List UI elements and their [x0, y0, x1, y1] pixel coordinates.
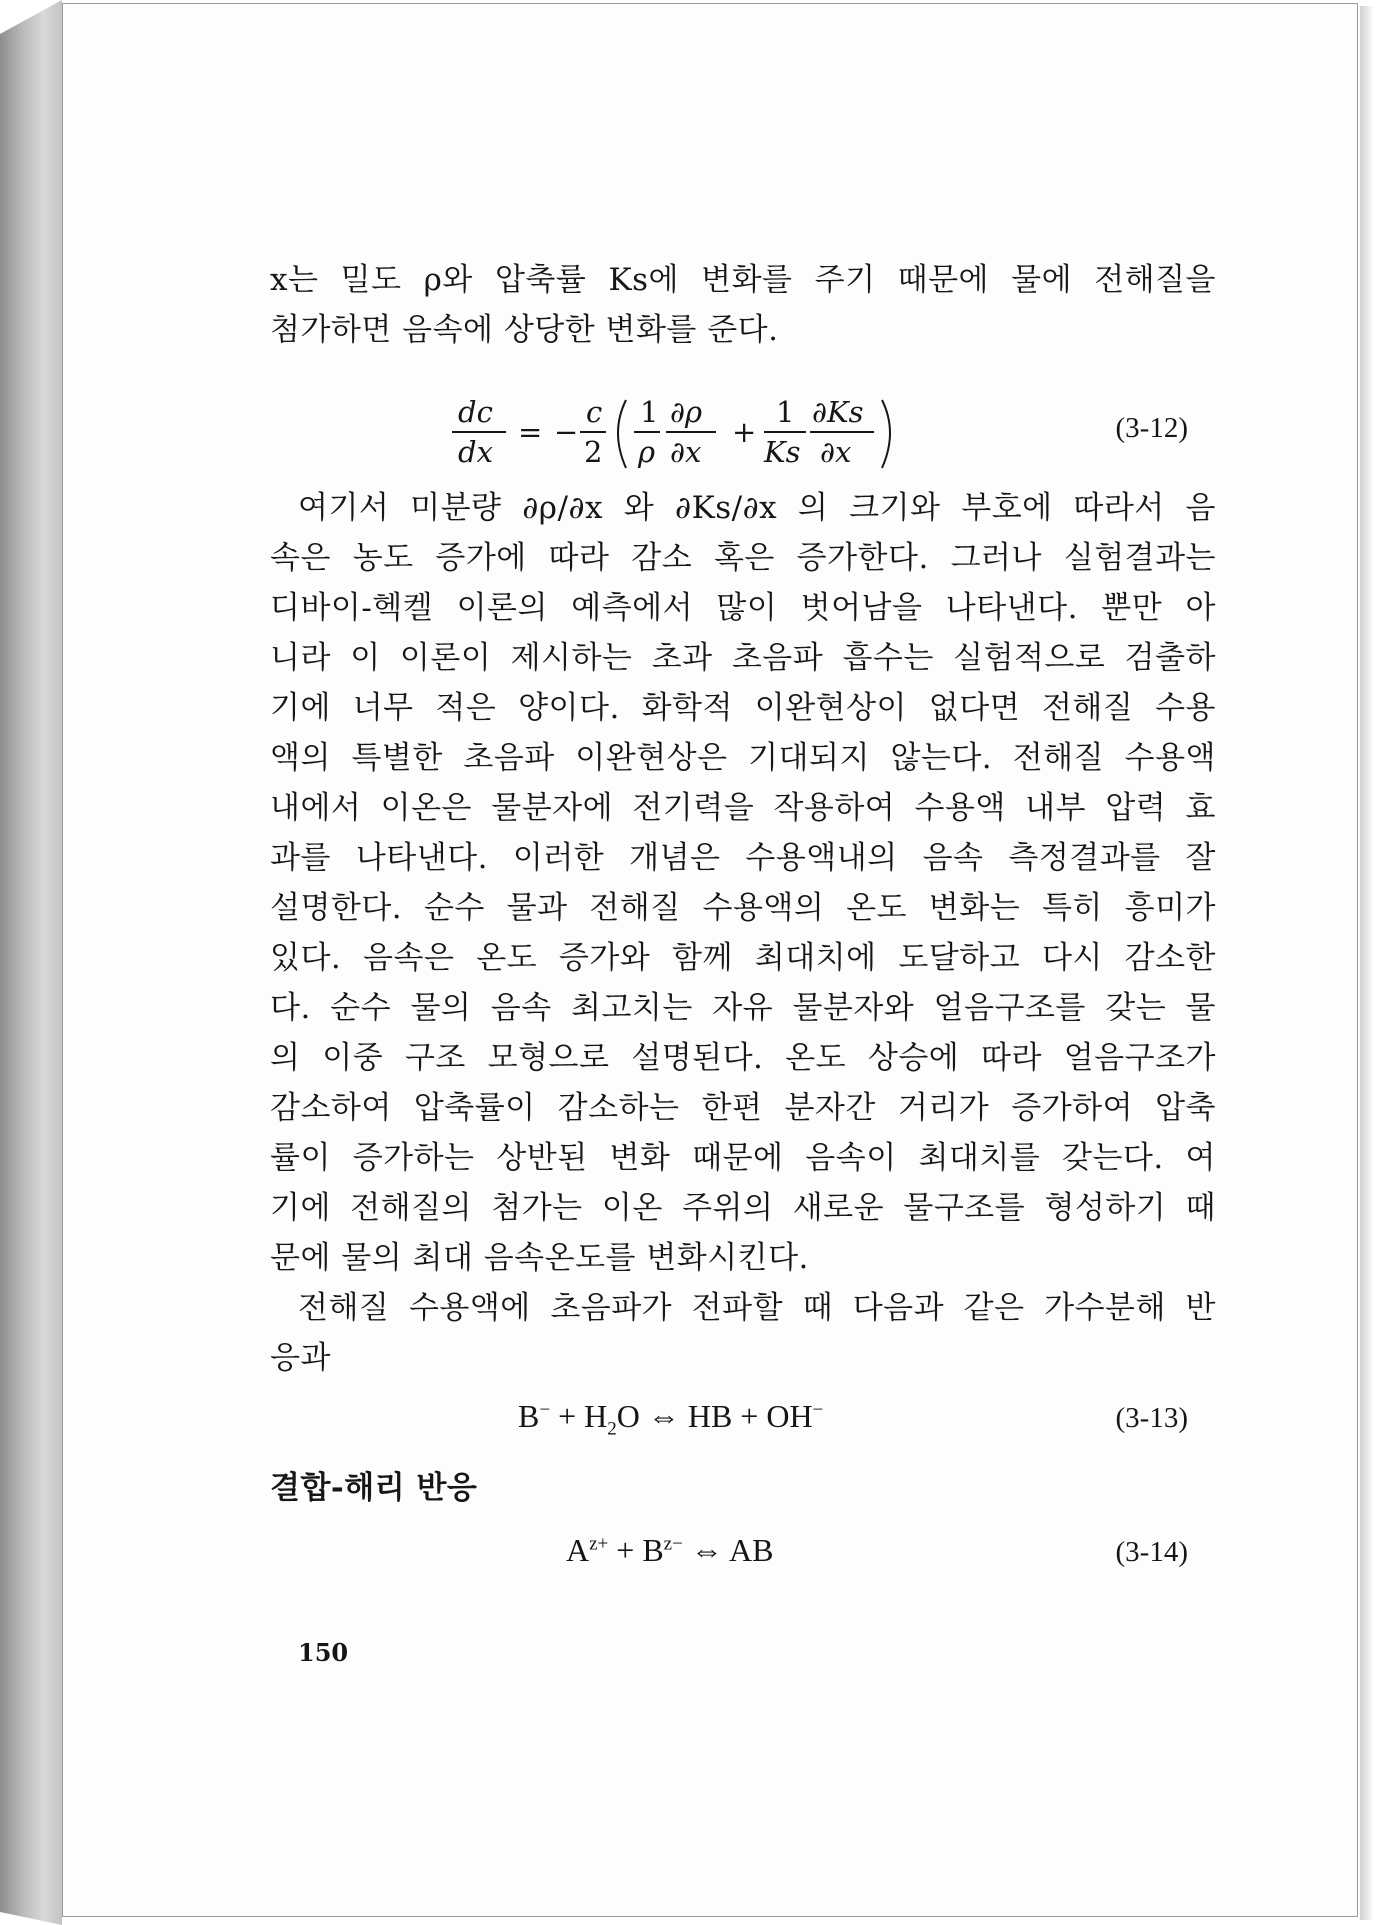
equation-3-12 [450, 392, 970, 472]
page-edge-shadow [1360, 6, 1374, 1920]
paragraph-3-line-1: 전해질 수용액에 초음파가 전파할 때 다음과 같은 가수분해 반 [298, 1290, 1216, 1326]
equation-3-13-number: (3-13) [1115, 1402, 1188, 1434]
paragraph-2-line-13: 감소하여 압축률이 감소하는 한편 분자간 거리가 증가하여 압축 [270, 1090, 1216, 1126]
eq-t1a-numerator: 1 [640, 395, 659, 429]
binding-dissociation-heading: 결합-해리 반응 [270, 1470, 478, 1506]
paragraph-2-line-12: 의 이중 구조 모형으로 설명된다. 온도 상승에 따라 얼음구조가 [270, 1040, 1216, 1076]
book-spine [0, 0, 62, 1925]
paragraph-2-line-3: 디바이-헥켈 이론의 예측에서 많이 벗어남을 나타낸다. 뿐만 아 [270, 590, 1216, 626]
paragraph-2-line-14: 률이 증가하는 상반된 변화 때문에 음속이 최대치를 갖는다. 여 [270, 1140, 1216, 1176]
paragraph-2-line-6: 액의 특별한 초음파 이완현상은 기대되지 않는다. 전해질 수용액 [270, 740, 1216, 776]
equation-3-12-number: (3-12) [1115, 412, 1188, 444]
eq-t2a-denominator: Ks [764, 435, 801, 469]
eq13-h: H [584, 1398, 608, 1434]
eq-lhs-numerator: dc [458, 395, 493, 429]
paragraph-2-line-8: 과를 나타낸다. 이러한 개념은 수용액내의 음속 측정결과를 잘 [270, 840, 1216, 876]
eq-t2b-denominator: ∂x [820, 435, 852, 469]
eq13-hb: HB [687, 1398, 733, 1434]
eq13-o: O [616, 1398, 640, 1434]
paragraph-2-line-5: 기에 너무 적은 양이다. 화학적 이완현상이 없다면 전해질 수용 [270, 690, 1216, 726]
paragraph-2-line-11: 다. 순수 물의 음속 최고치는 자유 물분자와 얼음구조를 갖는 물 [270, 990, 1216, 1026]
paragraph-1-line-1: x는 밀도 ρ와 압축률 Ks에 변화를 주기 때문에 물에 전해질을 [270, 262, 1216, 298]
paragraph-1-line-2: 첨가하면 음속에 상당한 변화를 준다. [270, 312, 779, 348]
eq14-ab: AB [729, 1532, 774, 1568]
eq13-oh-charge: − [812, 1399, 824, 1421]
paragraph-2-line-15: 기에 전해질의 첨가는 이온 주위의 새로운 물구조를 형성하기 때 [270, 1190, 1216, 1226]
eq14-b-charge: z− [663, 1533, 683, 1555]
eq13-b-charge: − [539, 1399, 551, 1421]
eq13-h-sub: 2 [607, 1418, 617, 1440]
eq-t2b-numerator: ∂Ks [812, 395, 864, 429]
equation-3-12-graphic [450, 392, 970, 472]
paragraph-3-line-2: 응과 [270, 1340, 331, 1376]
equation-3-14-number: (3-14) [1115, 1536, 1188, 1568]
paragraph-2-line-7: 내에서 이온은 물분자에 전기력을 작용하여 수용액 내부 압력 효 [270, 790, 1216, 826]
eq-minus: − [554, 415, 579, 449]
eq-left-paren [618, 400, 626, 468]
paragraph-2-line-9: 설명한다. 순수 물과 전해질 수용액의 온도 변화는 특히 흥미가 [270, 890, 1216, 926]
equation-3-13 [518, 1398, 823, 1440]
eq13-plus-1: + [558, 1398, 577, 1434]
eq14-plus: + [616, 1532, 635, 1568]
eq14-arrow: ⇔ [690, 1532, 723, 1568]
eq-right-paren [882, 400, 890, 468]
eq13-oh: OH [766, 1398, 813, 1434]
eq-t1a-denominator: ρ [638, 435, 656, 469]
eq14-a-charge: z+ [589, 1533, 609, 1555]
eq-t1b-numerator: ∂ρ [670, 395, 703, 429]
equation-3-14 [566, 1532, 774, 1569]
eq-plus: + [732, 415, 757, 449]
paragraph-2-line-16: 문에 물의 최대 음속온도를 변화시킨다. [270, 1240, 809, 1276]
paragraph-2-line-10: 있다. 음속은 온도 증가와 함께 최대치에 도달하고 다시 감소한 [270, 940, 1216, 976]
page-number: 150 [298, 1638, 349, 1667]
eq13-arrow: ⇔ [647, 1398, 680, 1434]
eq14-a: A [566, 1532, 590, 1568]
eq14-b: B [642, 1532, 664, 1568]
eq-t2a-numerator: 1 [776, 395, 795, 429]
eq-coef-denominator: 2 [584, 435, 603, 469]
eq-coef-numerator: c [586, 395, 603, 429]
eq-t1b-denominator: ∂x [670, 435, 702, 469]
paragraph-2-line-4: 니라 이 이론이 제시하는 초과 초음파 흡수는 실험적으로 검출하 [270, 640, 1216, 676]
paragraph-2-line-1: 여기서 미분량 ∂ρ/∂x 와 ∂Ks/∂x 의 크기와 부호에 따라서 음 [298, 490, 1216, 526]
eq-equals: = [518, 415, 543, 449]
eq13-plus-2: + [740, 1398, 759, 1434]
paragraph-2-line-2: 속은 농도 증가에 따라 감소 혹은 증가한다. 그러나 실험결과는 [270, 540, 1216, 576]
eq-lhs-denominator: dx [458, 435, 493, 469]
eq13-b: B [518, 1398, 540, 1434]
